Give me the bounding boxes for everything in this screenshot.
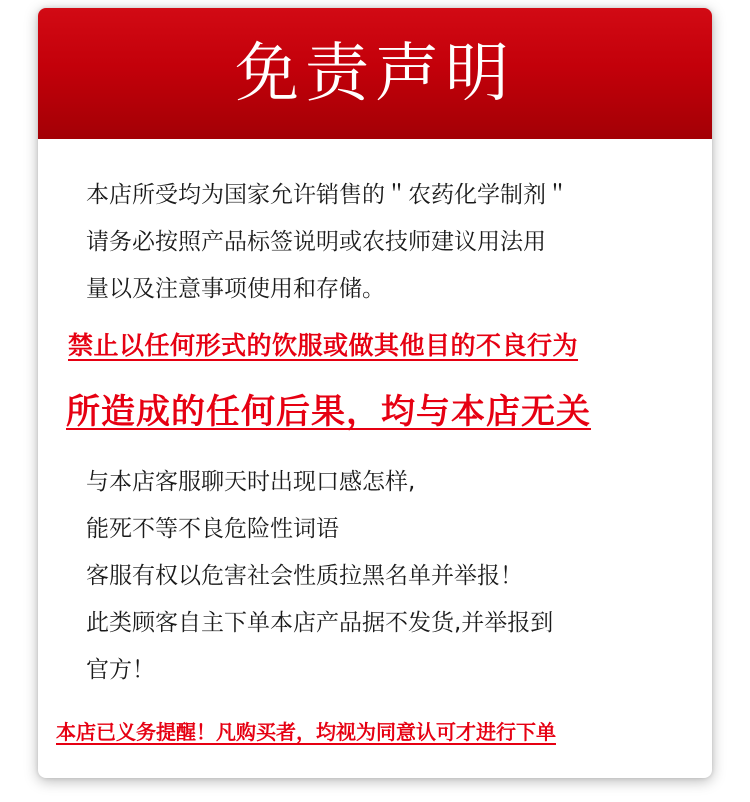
service-line: 此类顾客自主下单本店产品据不发货,并举报到 <box>86 610 554 636</box>
intro-line: 量以及注意事项使用和存储。 <box>86 276 385 302</box>
intro-line: 本店所受均为国家允许销售的＂农药化学制剂＂ <box>86 182 569 208</box>
purchase-notice: 本店已义务提醒！凡购买者，均视为同意认可才进行下单 <box>56 720 556 744</box>
service-line: 官方！ <box>86 657 155 683</box>
warning-line-2: 所造成的任何后果，均与本店无关 <box>66 392 591 432</box>
page-title: 免责声明 <box>235 36 515 111</box>
header-banner <box>38 8 712 139</box>
disclaimer-card <box>38 8 712 778</box>
service-line: 与本店客服聊天时出现口感怎样, <box>86 469 416 495</box>
service-line: 客服有权以危害社会性质拉黑名单并举报！ <box>86 563 523 589</box>
service-line: 能死不等不良危险性词语 <box>86 516 339 542</box>
service-paragraph <box>86 459 553 694</box>
intro-paragraph <box>86 172 569 313</box>
warning-line-1: 禁止以任何形式的饮服或做其他目的不良行为 <box>68 331 579 360</box>
intro-line: 请务必按照产品标签说明或农技师建议用法用 <box>86 229 546 255</box>
